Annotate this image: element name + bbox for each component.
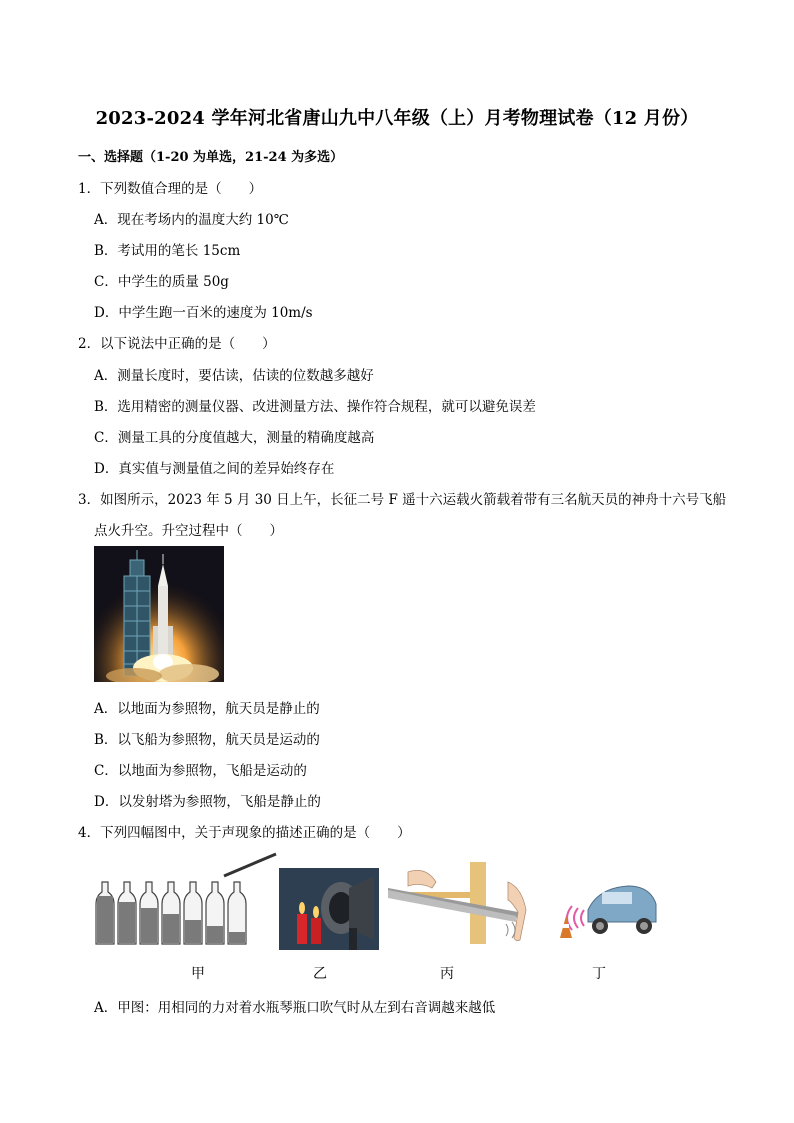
q3-option-c: C．以地面为参照物，飞船是运动的 [94,763,307,779]
question-4-stem: 4．下列四幅图中，关于声现象的描述正确的是（ ） [78,825,411,841]
car-radar-figure [558,880,658,942]
figure-caption-bing: 丙 [440,966,454,982]
figure-caption-ding: 丁 [592,966,606,982]
speaker-candle-figure [279,868,379,950]
q1-option-a: A．现在考场内的温度大约 10℃ [94,212,289,228]
rocket-launch-image [94,546,224,682]
water-bottles-figure [94,850,284,950]
q2-option-d: D．真实值与测量值之间的差异始终存在 [94,461,335,477]
q4-option-a: A．甲图：用相同的力对着水瓶琴瓶口吹气时从左到右音调越来越低 [94,1000,496,1016]
question-3-stem: 3．如图所示，2023 年 5 月 30 日上午，长征二号 F 遥十六运载火箭载着带有三名航天员的神舟十六号飞船 [78,492,727,508]
q3-option-a: A．以地面为参照物，航天员是静止的 [94,701,320,717]
figure-caption-yi: 乙 [313,966,327,982]
question-2-stem: 2．以下说法中正确的是（ ） [78,336,276,352]
q2-option-b: B．选用精密的测量仪器、改进测量方法、操作符合规程，就可以避免误差 [94,399,536,415]
q1-option-b: B．考试用的笔长 15cm [94,243,241,259]
question-3-stem-cont: 点火升空。升空过程中（ ） [94,523,283,539]
q1-option-d: D．中学生跑一百米的速度为 10m/s [94,305,313,321]
q2-option-c: C．测量工具的分度值越大，测量的精确度越高 [94,430,375,446]
page-title: 2023-2024 学年河北省唐山九中八年级（上）月考物理试卷（12 月份） [95,108,699,129]
section-heading: 一、选择题（1-20 为单选，21-24 为多选） [78,150,344,165]
q3-option-d: D．以发射塔为参照物，飞船是静止的 [94,794,321,810]
question-1-stem: 1．下列数值合理的是（ ） [78,181,263,197]
q3-option-b: B．以飞船为参照物，航天员是运动的 [94,732,320,748]
q1-option-c: C．中学生的质量 50g [94,274,229,290]
ruler-table-figure [388,862,548,944]
figure-caption-jia: 甲 [191,966,205,982]
q2-option-a: A．测量长度时，要估读，估读的位数越多越好 [94,368,374,384]
